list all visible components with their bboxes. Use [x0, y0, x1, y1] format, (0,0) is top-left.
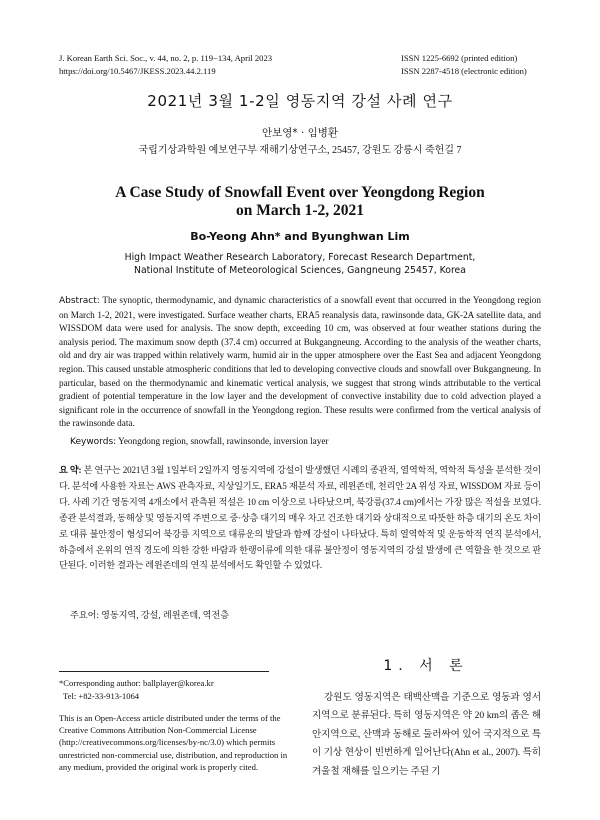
journal-citation: J. Korean Earth Sci. Soc., v. 44, no. 2, p. 119−134, April 2023: [59, 53, 273, 63]
korean-keywords-label: 주요어:: [70, 610, 99, 620]
corresponding-author-note: [59, 677, 214, 702]
english-affiliation-line2: National Institute of Meteorological Sciences, Gangneung 25457, Korea: [134, 265, 466, 276]
corresponding-tel: Tel: +82-33-913-1064: [63, 690, 140, 701]
corresponding-email[interactable]: *Corresponding author: ballplayer@korea.kr: [59, 678, 214, 688]
korean-keywords: [70, 609, 229, 622]
issn-electronic: ISSN 2287-4518 (electronic edition): [401, 65, 527, 76]
korean-abstract-label: 요 약:: [59, 465, 82, 475]
english-title-line2: on March 1-2, 2021: [235, 202, 364, 219]
section-heading: 1. 서 론: [383, 658, 469, 674]
abstract-label: Abstract:: [59, 296, 100, 306]
korean-affiliation: 국립기상과학원 예보연구부 재해기상연구소, 25457, 강원도 강릉시 죽헌길 7: [138, 145, 462, 156]
abstract: [59, 294, 541, 431]
keywords: [70, 435, 328, 449]
english-affiliation-line1: High Impact Weather Research Laboratory, Forecast Research Department,: [124, 252, 476, 263]
open-access-note: This is an Open-Access article distributed under the terms of the Creative Commons Attribution Non-Commercial License (http://creativecommons.org/licenses/by-nc/3.0) which permits unrestricted non-commercial use, distribution, and reproduction in any medium, provided the original work is properly cited.: [59, 713, 288, 772]
korean-abstract: [59, 463, 541, 574]
korean-abstract-text: 본 연구는 2021년 3월 1일부터 2일까지 영동지역에 강설이 발생했던 시례의 종관적, 열역학적, 역학적 특성을 분석한 것이다. 분석에 사용한 자료는 AWS 관측자료, 지상일기도, ERA5 재분석 자료, 레윈존데, 천리안 2A 위성 자료, WISSDOM 자료 등이다. 사례 기간 영동지역 4개소에서 관측된 적설은 10 cm 이상으로 나타났으며, 북강릉(37.4 cm)에서는 가장 많은 적설을 보였다. 종관 분석결과, 동해상 및 영동지역 주변으로 중·상층 대기의 매우 차고 건조한 대기와 상대적으로 따뜻한 하층 대기의 온도 차이로 대류 불안정이 형성되어 북강릉 지역으로 대류운의 발달과 함께 강설이 나타났다. 특히 열역학적 및 운동학적 연직 분석에서, 하층에서 온위의 연직 경도에 의한 강한 바람과 한랭이류에 의한 대류 불안정이 영동지역의 강설 발생에 큰 역할을 한 것으로 판단된다. 이러한 결과는 레윈존데의 연직 분석에서도 확인할 수 있었다.: [59, 465, 542, 571]
korean-title: 2021년 3월 1-2일 영동지역 강설 사례 연구: [147, 92, 453, 110]
running-header-right: [401, 52, 527, 77]
issn-print: ISSN 1225-6692 (printed edition): [401, 53, 518, 63]
keywords-label: Keywords:: [70, 437, 117, 447]
english-authors: Bo-Yeong Ahn* and Byunghwan Lim: [190, 230, 410, 243]
introduction-text: 강원도 영동지역은 태백산맥을 기준으로 영동과 영서 지역으로 분류된다. 특히 영동지역은 약 20 km의 좁은 해안지역으로, 산맥과 동해로 둘러싸여 있어 국지적으로 특이 기상 현상이 빈번하게 일어난다(Ahn et al., 2007). 특히 겨울철 재해를 일으키는 주된 기: [312, 692, 541, 777]
doi-link[interactable]: https://doi.org/10.5467/JKESS.2023.44.2.119: [59, 65, 216, 76]
running-header-left: [59, 52, 272, 77]
abstract-text: The synoptic, thermodynamic, and dynamic characteristics of a snowfall event that occurred in the Yeongdong region on March 1-2, 2021, were investigated. Surface weather charts, ERA5 reanalysis data, rawinsonde data, GK-2A satellite data, and WISSDOM data were used for analysis. The snow depth, exceeding 10 cm, was observed at four weather stations during the analysis period. The maximum snow depth (37.4 cm) occurred at Bukgangneung. According to the analysis of the weather charts, old and dry air was trapped within relatively warm, humid air in the upper atmosphere over the East Sea and adjacent Yeongdong region. This caused unstable atmospheric conditions that led to developing convective clouds and snowfall over Bukgangneung. In particular, based on the thermodynamic and kinematic vertical analysis, we suggest that strong winds attributable to the vertical gradient of potential temperature in the low layer and the development of convective instability due to cold advection played a significant role in the occurrence of snowfall in the Yeongdong region. These results were confirmed from the vertical analysis of the rawinsonde data.: [59, 295, 541, 429]
english-title-line1: A Case Study of Snowfall Event over Yeongdong Region: [115, 184, 485, 201]
korean-authors: 안보영* · 임병환: [261, 127, 339, 139]
keywords-text: Yeongdong region, snowfall, rawinsonde, inversion layer: [118, 436, 329, 446]
korean-keywords-text: 영동지역, 강설, 레윈존데, 역전층: [101, 610, 230, 620]
footnote-divider: [59, 671, 269, 672]
